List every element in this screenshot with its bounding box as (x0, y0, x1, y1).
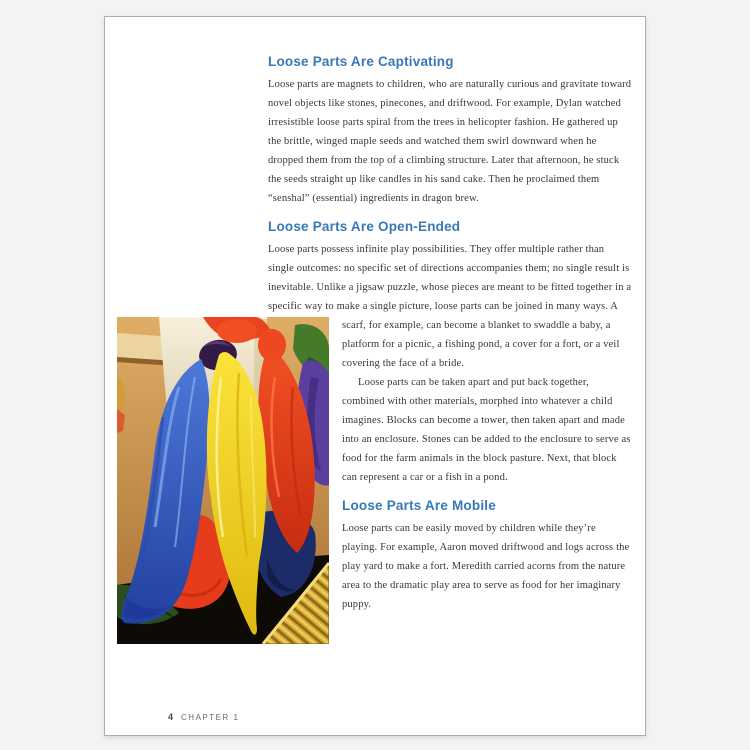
body-paragraph: Loose parts can be easily moved by children while they’re playing. For example, Aaron moved driftwood and logs across the play yard to make a fort. Meredith carried acorns from the nature area to the dramatic play area to serve as food for her imaginary puppy. (342, 523, 630, 610)
section-captivating (268, 54, 632, 208)
page-content (268, 54, 632, 650)
page-footer (168, 707, 239, 725)
section-open-ended (268, 219, 632, 487)
scarves-photo-illustration (117, 317, 329, 644)
section-heading-captivating: Loose Parts Are Captivating (268, 54, 454, 69)
chapter-label: CHAPTER 1 (181, 713, 240, 722)
body-paragraph: Loose parts possess infinite play possibilities. They offer multiple rather than single outcomes: no specific set of directions accompanies them; no single result is inevitable. Unlike a jigsaw puzzle, whose pieces are meant to be fitted together in a specific way to make a single picture, loose parts can be joined in many ways. A scarf, for example, can become a blanket to swaddle a baby, a platform for a picnic, a fishing pond, a cover for a fort, or a veil covering the face of a bride. (268, 244, 632, 369)
scarves-photo (117, 317, 329, 644)
section-heading-open-ended: Loose Parts Are Open-Ended (268, 219, 461, 234)
section-heading-mobile: Loose Parts Are Mobile (342, 498, 496, 513)
body-paragraph: Loose parts are magnets to children, who are naturally curious and gravitate toward novel objects like stones, pinecones, and driftwood. For example, Dylan watched irresistible loose parts spiral from the trees in helicopter fashion. He gathered up the brittle, winged maple seeds and watched them swirl downward when he dropped them from the top of a climbing structure. Later that afternoon, he stuck the seeds straight up like candles in his sand cake. Then he proclaimed them “senshal” (essential) ingredients in dragon brew. (268, 79, 632, 204)
book-page (104, 16, 646, 736)
body-paragraph: Loose parts can be taken apart and put back together, combined with other materials, morphed into whatever a child imagines. Blocks can become a tower, then taken apart and made into an enclosure. Stones can be added to the enclosure to serve as food for the farm animals in the block pasture. Next, that block can represent a car or a fish in a pond. (342, 377, 631, 483)
page-number: 4 (168, 712, 174, 722)
